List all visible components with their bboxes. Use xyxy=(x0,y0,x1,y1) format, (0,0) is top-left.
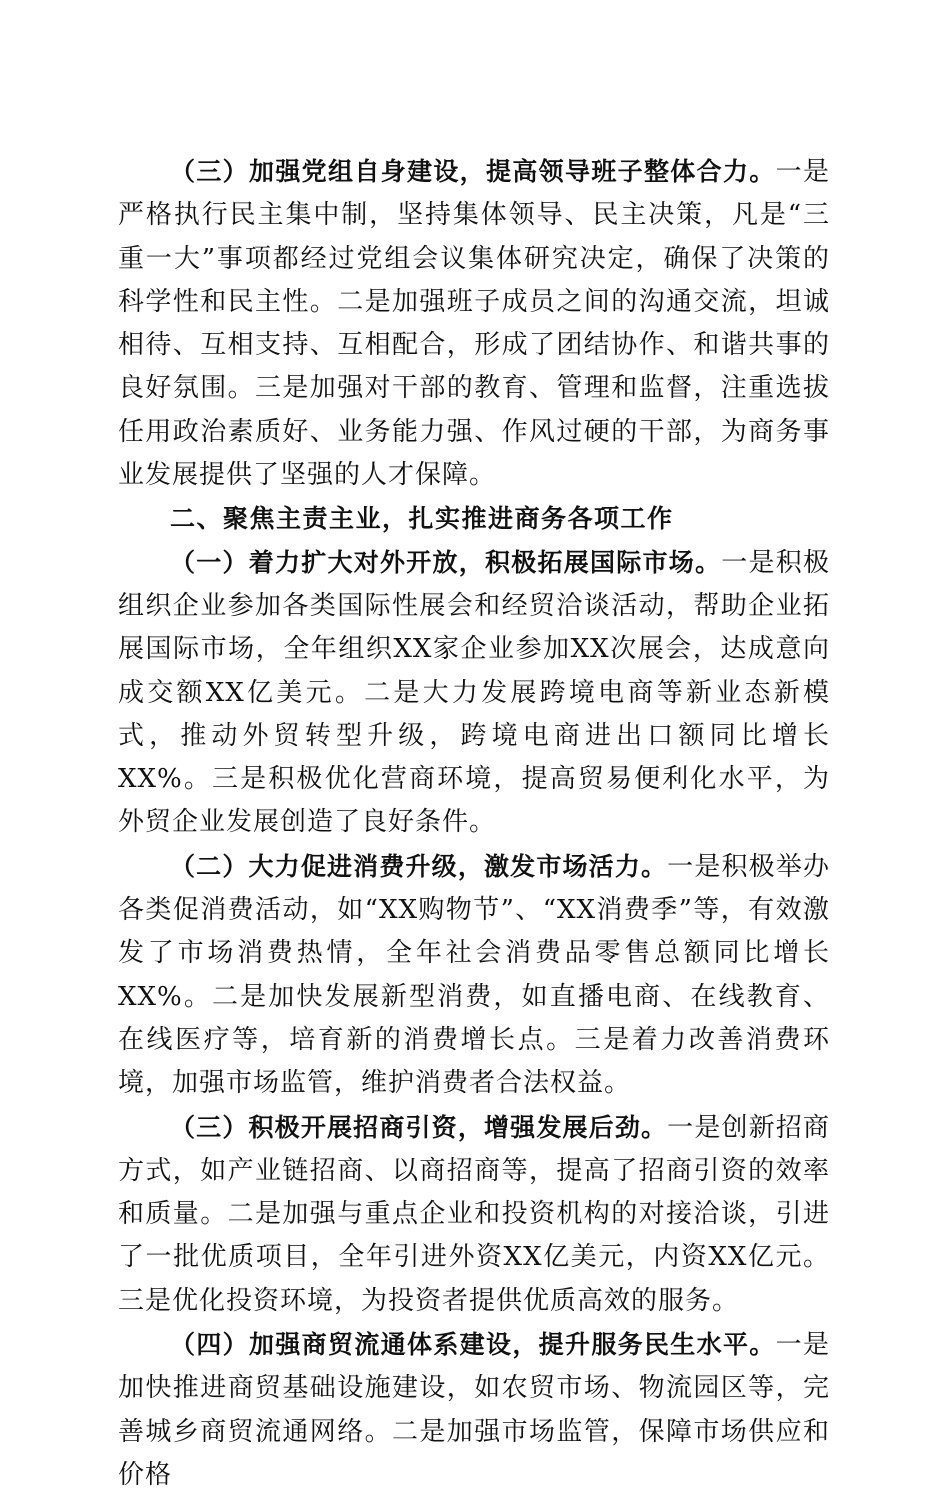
paragraph-investment-attraction xyxy=(118,1106,830,1323)
paragraph-consumption-upgrade xyxy=(118,845,830,1106)
paragraph-party-group-building xyxy=(118,150,830,497)
paragraph-text: 一是积极举办各类促消费活动，如“XX购物节”、“XX消费季”等，有效激发了市场消费热情，全年社会消费品零售总额同比增长XX%。二是加快发展新型消费，如直播电商、在线教育、在线医疗等，培育新的消费增长点。三是着力改善消费环境，加强市场监管，维护消费者合法权益。 xyxy=(118,851,830,1099)
paragraph-text: 一是创新招商方式，如产业链招商、以商招商等，提高了招商引资的效率和质量。二是加强与重点企业和投资机构的对接洽谈，引进了一批优质项目，全年引进外资XX亿美元，内资XX亿元。三是优化投资环境，为投资者提供优质高效的服务。 xyxy=(118,1112,830,1316)
section-heading: 二、聚焦主责主业，扎实推进商务各项工作 xyxy=(170,504,674,534)
paragraph-text: 一是加快推进商贸基础设施建设，如农贸市场、物流园区等，完善城乡商贸流通网络。二是加强市场监管，保障市场供应和价格 xyxy=(118,1330,830,1490)
paragraph-commerce-circulation xyxy=(118,1323,830,1497)
paragraph-heading: （三）积极开展招商引资，增强发展后劲。 xyxy=(170,1112,668,1142)
paragraph-heading: （一）着力扩大对外开放，积极拓展国际市场。 xyxy=(170,547,722,577)
paragraph-opening-up xyxy=(118,541,830,845)
paragraph-text: 一是积极组织企业参加各类国际性展会和经贸洽谈活动，帮助企业拓展国际市场，全年组织XX家企业参加XX次展会，达成意向成交额XX亿美元。二是大力发展跨境电商等新业态新模式，推动外贸转型升级，跨境电商进出口额同比增长XX%。三是积极优化营商环境，提高贸易便利化水平，为外贸企业发展创造了良好条件。 xyxy=(118,547,830,838)
paragraph-text: 一是严格执行民主集中制，坚持集体领导、民主决策，凡是“三重一大”事项都经过党组会议集体研究决定，确保了决策的科学性和民主性。二是加强班子成员之间的沟通交流，坦诚相待、互相支持、互相配合，形成了团结协作、和谐共事的良好氛围。三是加强对干部的教育、管理和监督，注重选拔任用政治素质好、业务能力强、作风过硬的干部，为商务事业发展提供了坚强的人才保障。 xyxy=(118,157,830,491)
paragraph-heading: （二）大力促进消费升级，激发市场活力。 xyxy=(170,851,668,881)
document-body xyxy=(118,150,830,1497)
paragraph-heading: （四）加强商贸流通体系建设，提升服务民生水平。 xyxy=(170,1330,776,1360)
paragraph-heading: （三）加强党组自身建设，提高领导班子整体合力。 xyxy=(170,157,776,186)
